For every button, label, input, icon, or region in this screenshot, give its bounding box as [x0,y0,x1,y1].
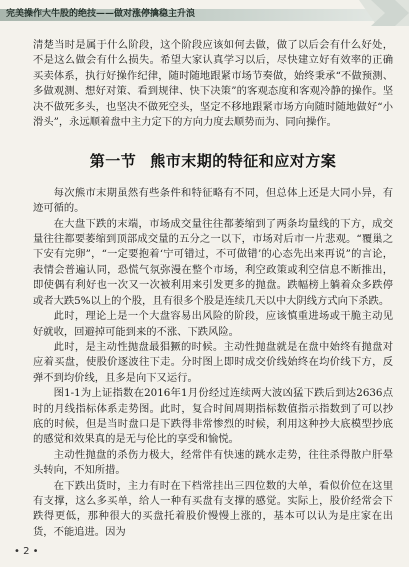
body-paragraph: 在大盘下跌的末端，市场成交量往往都萎缩到了两条均量线的下方，成交量往往都要萎缩到顶部成交量的五分之一以下，市场对后市一片悲观。“覆巢之下安有完卵”，“一定要抱着‘宁可错过，不可做错’的心态先出来再说”的言论，表情会普遍认同，恐慌气氛弥漫在整个市场，利空政策或利空信息不断推出，即使偶有利好也一次又一次被利用来引发更多的抛盘。跌幅榜上躺着众多跌停或者大跌5%以上的个股，且有很多个股是连续几天以中大阴线方式向下杀跌。 [33,217,393,307]
section-label: 第一节 [89,152,137,171]
body-paragraph: 此时，理论上是一个大盘容易出风险的阶段，应该慎重进场或干脆主动见好就收，回避掉可能到来的不涨、下跌风险。 [33,310,393,338]
page-body [33,38,393,540]
body-paragraph: 此时，是主动性抛盘最猖獗的时候。主动性抛盘就是在盘中始终有抛盘对应着买盘，使股价逐波往下走。分时图上即时成交价线始终在均价线下方，反弹不到均价线，且多是向下又运行。 [33,340,393,384]
section-title: 熊市末期的特征和应对方案 [150,152,337,171]
body-paragraph: 在下跌出货时，主力有时在下档常挂出三四位数的大单，看似价位在这里有支撑，这么多买单，给人一种有买盘有支撑的感觉。实际上，股价经常会下跌得更低，那种很大的买盘托着股价慢慢上涨的，基本可以认为是庄家在出货，不能追进。因为 [33,479,393,538]
intro-paragraph: 清楚当时是属于什么阶段，这个阶段应该如何去做，做了以后会有什么好处，不是这么做会有什么损失。希望大家认真学习以后，尽快建立好有效率的正确买卖体系，执行好操作纪律，随时随地跟紧市场节奏做，始终秉承“不做预测、多做观测、想好对策、看到规律、快下决策”的客观态度和客观冷静的操作。坚决不做死多头，也坚决不做死空头，坚定不移地跟紧市场方向随时随地做好“小滑头”，永远顺着盘中主力定下的方向力度去顺势而为、同向操作。 [33,39,393,129]
running-header-title: 完美操作大牛股的绝技——做对涨停擒稳主升浪 [6,9,196,19]
running-header [0,0,409,26]
body-paragraph: 每次熊市末期虽然有些条件和特征略有不同，但总体上还是大同小异，有迹可循的。 [33,186,393,215]
page-number: • 2 • [14,546,39,557]
header-arrow-icon [299,0,409,26]
body-paragraph: 图1-1为上证指数在2016年1月份经过连续两大波凶猛下跌后到达2636点时的月线指标体系走势图。此时，复合时间周期指标数值指示指数到了可以抄底的时候，但是当时盘口是下跌得非常惨烈的时候，利用这种抄大底模型抄底的感觉和效果真的是无与伦比的享受和愉悦。 [33,387,393,446]
body-paragraph: 主动性抛盘的杀伤力极大，经常伴有快速的跳水走势，往往杀得散户肝晕头转向，不知所措。 [33,448,393,477]
section-heading [33,154,393,169]
